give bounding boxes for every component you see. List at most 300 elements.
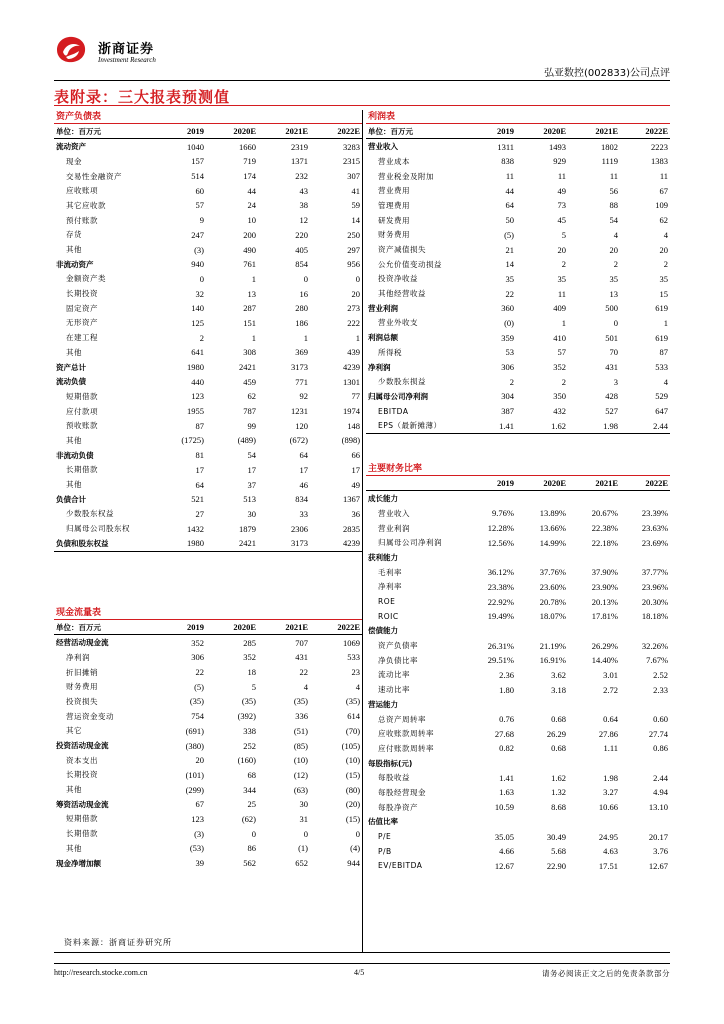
row-label: EBITDA — [378, 406, 409, 416]
table-header-row — [54, 619, 362, 635]
row-value: (672) — [289, 435, 308, 446]
row-value: 20.13% — [591, 596, 618, 607]
row-value: 20.17 — [648, 831, 669, 842]
row-value: 490 — [243, 244, 256, 255]
row-value: 37.76% — [539, 567, 566, 578]
row-value: 87 — [659, 347, 668, 358]
row-value: 12.28% — [487, 523, 514, 534]
row-value: 280 — [295, 303, 308, 314]
company-logo-icon — [54, 34, 88, 64]
row-label: 净利润 — [66, 652, 90, 662]
row-value: 1 — [303, 332, 308, 343]
row-label: 流动资产 — [56, 142, 86, 152]
row-label: 短期借款 — [66, 814, 98, 824]
table-row — [54, 536, 362, 551]
row-value: 0 — [355, 828, 361, 839]
table-row — [366, 624, 670, 639]
row-value: (15) — [345, 813, 361, 824]
row-value: (898) — [341, 435, 361, 446]
row-label: 估值比率 — [368, 817, 398, 827]
row-value: 297 — [347, 244, 361, 255]
row-value: 23.39% — [641, 508, 669, 519]
table-row — [54, 228, 362, 243]
row-label: 流动比率 — [378, 670, 410, 680]
row-value: 3173 — [291, 362, 308, 373]
table-title-row — [54, 604, 362, 619]
table-row — [366, 389, 670, 404]
row-label: 其它应收款 — [66, 200, 106, 210]
table-row — [366, 374, 670, 389]
row-label: 其它 — [66, 726, 82, 736]
row-value: 32 — [195, 288, 204, 299]
row-label: 偿债能力 — [368, 626, 398, 636]
row-value: 1.41 — [470, 418, 516, 433]
row-value — [620, 491, 670, 506]
row-value: 2835 — [343, 523, 361, 534]
year-header: 2021E — [568, 475, 620, 491]
row-value: 1980 — [158, 536, 206, 551]
row-value: 67 — [659, 185, 668, 196]
row-value: 787 — [243, 406, 256, 417]
table-row — [366, 697, 670, 712]
row-label: 现金 — [66, 156, 82, 166]
row-value: 24.95 — [598, 831, 618, 842]
row-label: 金额资产类 — [66, 274, 106, 284]
row-label: 筹资活动现金流 — [56, 799, 109, 809]
table-row — [366, 815, 670, 830]
row-value: 3283 — [343, 141, 361, 152]
row-value: 0.68 — [551, 743, 566, 754]
row-value: 1974 — [343, 406, 361, 417]
row-label: 营运能力 — [368, 699, 398, 709]
row-value: 1 — [251, 273, 256, 284]
row-label: 财务费用 — [378, 230, 410, 240]
row-value: 35 — [557, 273, 566, 284]
table-title: 主要财务比率 — [366, 460, 670, 475]
row-value: 1.80 — [499, 684, 514, 695]
row-value: 929 — [553, 156, 566, 167]
row-value — [516, 491, 568, 506]
row-value: 513 — [243, 494, 256, 505]
logo-text: 浙商证券 — [98, 42, 155, 57]
row-value: 501 — [605, 332, 618, 343]
row-label: 其他 — [66, 785, 82, 795]
row-label: 无形资产 — [66, 318, 98, 328]
row-value: 37.77% — [641, 567, 669, 578]
table-row — [54, 257, 362, 272]
row-label: 现金净增加额 — [56, 858, 101, 868]
row-value: 140 — [191, 303, 204, 314]
row-label: 投资净收益 — [378, 274, 418, 284]
table-row — [366, 506, 670, 521]
table-row — [366, 169, 670, 184]
table-header-row — [366, 475, 670, 491]
row-value: 1.98 — [603, 772, 618, 783]
row-value: 1.62 — [551, 772, 566, 783]
row-value: 10.66 — [598, 802, 618, 813]
row-label: 营运资金变动 — [66, 711, 114, 721]
row-value: 0.64 — [603, 714, 618, 725]
row-value: (4) — [350, 843, 361, 854]
table-row — [54, 826, 362, 841]
year-header: 2020E — [516, 123, 568, 139]
row-value: 15 — [659, 288, 668, 299]
row-value: 17 — [351, 464, 361, 475]
row-value: 1311 — [497, 141, 514, 152]
table-row — [366, 418, 670, 433]
year-header: 2021E — [568, 123, 620, 139]
row-value: 12 — [299, 215, 308, 226]
row-value: 440 — [191, 376, 204, 387]
table-row — [366, 301, 670, 316]
row-label: 折旧摊销 — [66, 667, 98, 677]
row-value: 11 — [505, 171, 514, 182]
row-value: 614 — [347, 711, 361, 722]
row-value: 350 — [553, 391, 566, 402]
row-value: 405 — [295, 244, 308, 255]
row-value: 1.32 — [551, 787, 566, 798]
unit-label: 单位：百万元 — [366, 123, 470, 139]
table-row — [54, 856, 362, 871]
row-label: 营业外收支 — [378, 318, 418, 328]
row-value: 336 — [295, 711, 308, 722]
row-value: 10 — [247, 215, 256, 226]
row-label: 利润总额 — [368, 333, 398, 343]
row-value: 22 — [299, 667, 308, 678]
row-value: 7.67% — [646, 655, 669, 666]
row-value: 250 — [347, 229, 361, 240]
row-value: (35) — [241, 696, 256, 707]
row-value: (80) — [345, 784, 361, 795]
table-row — [54, 198, 362, 213]
table-row — [366, 741, 670, 756]
row-value: 45 — [557, 215, 566, 226]
row-value: 2 — [561, 259, 566, 270]
row-value — [258, 885, 310, 900]
year-header: 2022E — [620, 123, 670, 139]
source-divider — [54, 952, 670, 953]
row-value: 11 — [609, 171, 618, 182]
row-value: 1.41 — [499, 772, 514, 783]
row-value: 4 — [663, 229, 668, 240]
row-value: (380) — [185, 740, 204, 751]
table-row — [54, 797, 362, 812]
row-value: 2.36 — [499, 669, 514, 680]
row-value: 66 — [351, 450, 361, 461]
row-value: 514 — [191, 171, 204, 182]
row-value — [470, 697, 516, 712]
row-value: 21.19% — [539, 640, 566, 651]
row-label: 应收账款周转率 — [378, 729, 434, 739]
row-value: 16 — [299, 288, 308, 299]
row-label: 固定资产 — [66, 303, 98, 313]
row-value: 36 — [351, 508, 361, 519]
row-value — [568, 815, 620, 830]
row-label: 非流动资产 — [56, 259, 94, 269]
row-value: 81 — [195, 450, 204, 461]
row-value: 1119 — [601, 156, 618, 167]
row-value: (35) — [189, 696, 204, 707]
footer-url[interactable]: http://research.stocke.com.cn — [54, 968, 148, 977]
row-value: 1 — [561, 317, 566, 328]
table-row — [54, 418, 362, 433]
row-label: 应收账项 — [66, 186, 98, 196]
row-value: 0.68 — [551, 714, 566, 725]
row-value: (101) — [185, 769, 204, 780]
row-value: 12.56% — [487, 537, 514, 548]
table-row — [54, 724, 362, 739]
row-value: 439 — [347, 347, 361, 358]
row-value: 529 — [655, 391, 668, 402]
table-row — [366, 800, 670, 815]
row-value: 20 — [557, 244, 566, 255]
row-value: 2 — [509, 376, 514, 387]
row-value: 64 — [505, 200, 514, 211]
row-value: 4.94 — [653, 787, 669, 798]
row-value: (10) — [345, 755, 361, 766]
row-value: 3.01 — [603, 669, 618, 680]
table-row — [54, 635, 362, 650]
table-row — [54, 433, 362, 448]
row-label: 营业税金及附加 — [378, 171, 434, 181]
row-value: 157 — [191, 156, 204, 167]
row-label: 资产减值损失 — [378, 245, 426, 255]
year-header: 2019 — [470, 475, 516, 491]
row-value: 39 — [195, 858, 204, 869]
year-header: 2022E — [310, 123, 362, 139]
row-value: 26.29% — [591, 640, 618, 651]
row-value: (5) — [504, 229, 514, 240]
row-value: 37.90% — [591, 567, 618, 578]
row-label — [54, 870, 158, 885]
table-row — [366, 257, 670, 272]
row-value — [568, 491, 620, 506]
unit-label — [366, 475, 470, 491]
table-row — [366, 785, 670, 800]
row-value: 13 — [609, 288, 618, 299]
row-value: 4239 — [343, 362, 361, 373]
row-label: 应付账款周转率 — [378, 743, 434, 753]
row-value: 62 — [659, 215, 668, 226]
row-value: (63) — [293, 784, 308, 795]
row-value: 59 — [351, 200, 361, 211]
table-row — [54, 213, 362, 228]
row-value: 307 — [347, 171, 361, 182]
row-label: 投资损失 — [66, 696, 98, 706]
row-label: 获利能力 — [368, 552, 398, 562]
row-value — [620, 624, 670, 639]
row-value: 1660 — [239, 141, 256, 152]
row-value — [470, 756, 516, 771]
row-label: 其他 — [66, 347, 82, 357]
row-value: 2 — [561, 376, 566, 387]
row-label: 长期投资 — [66, 289, 98, 299]
row-value: 18.07% — [539, 611, 566, 622]
table-title: 利润表 — [366, 108, 670, 123]
row-value: 1955 — [187, 406, 204, 417]
logo-subtitle: Investment Research — [98, 56, 156, 64]
row-value: 30 — [299, 799, 308, 810]
table-row — [54, 650, 362, 665]
row-value: (160) — [237, 755, 256, 766]
row-value: 53 — [505, 347, 514, 358]
table-row — [366, 682, 670, 697]
row-value — [516, 624, 568, 639]
table-title-row — [366, 108, 670, 123]
row-value: 2421 — [239, 362, 256, 373]
row-value: 854 — [295, 259, 308, 270]
row-value: 20 — [609, 244, 618, 255]
row-value: 220 — [295, 229, 308, 240]
row-value: 2.33 — [653, 684, 669, 695]
table-row — [54, 448, 362, 463]
year-header: 2019 — [158, 123, 206, 139]
row-label: 应付款项 — [66, 406, 98, 416]
row-value: 70 — [609, 347, 618, 358]
row-value: 338 — [243, 725, 256, 736]
row-value: 186 — [295, 317, 308, 328]
row-label: ROIC — [378, 611, 399, 621]
row-value: 38 — [299, 200, 308, 211]
year-header: 2020E — [206, 123, 258, 139]
row-value: 26.29 — [546, 728, 566, 739]
table-row — [54, 900, 362, 915]
row-value: 1 — [355, 332, 361, 343]
row-label: P/E — [378, 832, 392, 842]
row-value: 35 — [609, 273, 618, 284]
table-row — [366, 756, 670, 771]
row-value: 49 — [557, 185, 566, 196]
table-row — [54, 885, 362, 900]
row-value: 20.30% — [641, 596, 669, 607]
row-value: 13.66% — [539, 523, 566, 534]
row-value: 838 — [501, 156, 514, 167]
row-value: 23.90% — [591, 581, 618, 592]
row-label: 其他经营收益 — [378, 289, 426, 299]
row-label: 每股收益 — [378, 773, 410, 783]
table-title-row — [54, 108, 362, 123]
row-value — [620, 550, 670, 565]
row-value: 306 — [501, 362, 514, 373]
row-value: 92 — [299, 391, 308, 402]
row-value: 1 — [251, 332, 256, 343]
row-label: 其他 — [66, 480, 82, 490]
table-row — [54, 463, 362, 478]
row-value: 109 — [655, 200, 668, 211]
row-value: 940 — [191, 259, 204, 270]
row-value: 707 — [295, 637, 308, 648]
row-value: 20.67% — [591, 508, 618, 519]
row-label: 资本支出 — [66, 755, 98, 765]
row-value: 4.66 — [499, 846, 514, 857]
row-label: 其他 — [66, 245, 82, 255]
row-value: (3) — [194, 244, 204, 255]
table-row — [366, 653, 670, 668]
row-value: 148 — [347, 420, 361, 431]
table-title: 现金流量表 — [54, 604, 362, 619]
row-value: 37 — [247, 479, 256, 490]
row-value: 22.18% — [591, 537, 618, 548]
row-value: (51) — [293, 725, 308, 736]
row-label: 少数股东损益 — [378, 377, 426, 387]
table-row — [54, 169, 362, 184]
row-value: 17 — [299, 464, 308, 475]
row-value: 2315 — [343, 156, 361, 167]
row-value: 18 — [247, 667, 256, 678]
table-row — [54, 286, 362, 301]
row-value: 0 — [251, 828, 256, 839]
table-row — [366, 213, 670, 228]
row-value: 247 — [191, 229, 204, 240]
row-value: 459 — [243, 376, 256, 387]
row-value: 22.90 — [546, 860, 566, 871]
row-value: 4.63 — [603, 846, 618, 857]
row-value: 25 — [247, 799, 256, 810]
row-value: (489) — [237, 435, 256, 446]
row-label: 净利润 — [368, 362, 391, 372]
row-value: 17 — [247, 464, 256, 475]
row-value: 2 — [199, 332, 204, 343]
table-row — [366, 286, 670, 301]
row-value: 35.05 — [494, 831, 514, 842]
row-value: 1069 — [343, 637, 361, 648]
row-value: 30 — [247, 508, 256, 519]
row-label: 营业收入 — [378, 508, 410, 518]
column-divider — [362, 110, 363, 952]
row-value: 22.38% — [591, 523, 618, 534]
table-row — [366, 404, 670, 419]
year-header: 2019 — [470, 123, 516, 139]
row-value: 30.49 — [546, 831, 566, 842]
row-value: 64 — [299, 450, 308, 461]
row-value — [206, 870, 258, 885]
row-value: 20 — [659, 244, 668, 255]
unit-label: 单位：百万元 — [54, 619, 158, 635]
row-value — [516, 550, 568, 565]
row-value: 1493 — [549, 141, 566, 152]
table-row — [54, 521, 362, 536]
row-value: (35) — [293, 696, 308, 707]
row-value — [516, 756, 568, 771]
row-value: 4 — [355, 681, 361, 692]
row-value: 285 — [243, 637, 256, 648]
table-row — [366, 154, 670, 169]
row-label: 投资活动现金流 — [56, 741, 109, 751]
row-value: 27.86 — [598, 728, 618, 739]
row-value — [258, 900, 310, 915]
row-label: 营业成本 — [378, 156, 410, 166]
table-row — [54, 404, 362, 419]
row-value — [470, 624, 516, 639]
row-value: 431 — [295, 652, 308, 663]
row-value: 87 — [195, 420, 204, 431]
year-header: 2021E — [258, 123, 310, 139]
row-label: 资产负债率 — [378, 641, 418, 651]
table-row — [54, 507, 362, 522]
row-value: 1301 — [343, 376, 361, 387]
row-label: 其他 — [66, 435, 82, 445]
row-value: 0 — [355, 273, 361, 284]
year-header: 2021E — [258, 619, 310, 635]
row-value: (53) — [189, 843, 204, 854]
row-label: 速动比率 — [378, 685, 410, 695]
row-value: 232 — [295, 171, 308, 182]
row-value: 647 — [655, 406, 668, 417]
row-value: 387 — [501, 406, 514, 417]
row-value: (299) — [185, 784, 204, 795]
row-value: 123 — [191, 391, 204, 402]
row-value: 9.76% — [492, 508, 514, 519]
